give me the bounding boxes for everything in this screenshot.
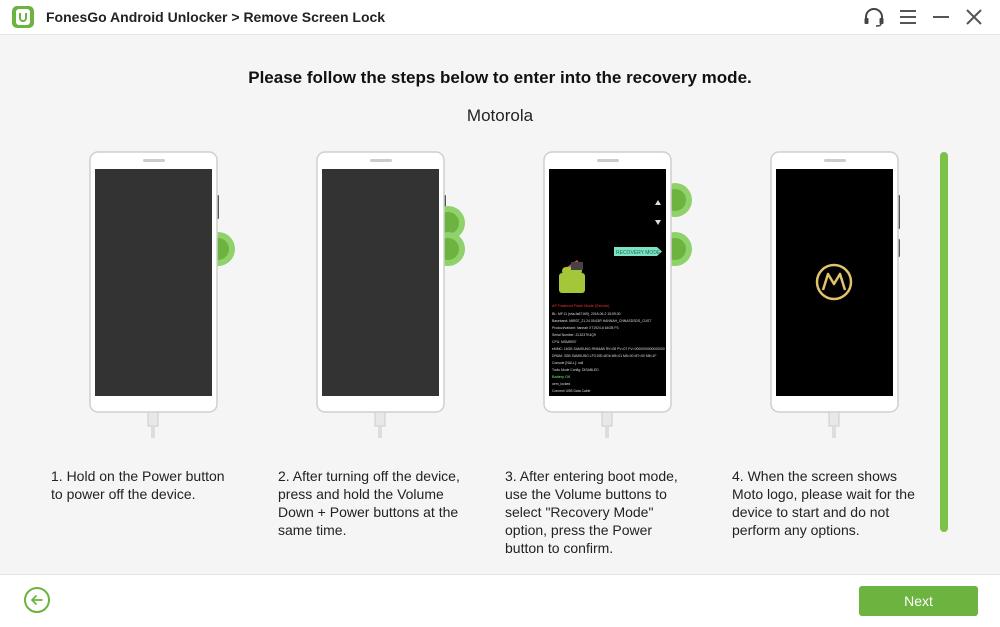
close-icon[interactable] xyxy=(963,7,985,27)
phone-volume-power-icon xyxy=(316,150,476,450)
boot-info-line: eMMC: 16GB SAMSUNG RH64AB RV=08 PV=07 FV=0000000000000000 xyxy=(552,347,665,351)
boot-info-line: Tools Mode Config: DISABLED xyxy=(552,368,599,372)
main-content xyxy=(0,35,1000,574)
scrollbar[interactable] xyxy=(940,152,948,532)
phone-power-off-icon xyxy=(89,150,249,450)
recovery-mode-label: RECOVERY MODE xyxy=(616,250,661,256)
title-bar xyxy=(0,0,1000,35)
step-2-text: 2. After turning off the device, press and hold the Volume Down + Power buttons at the same time. xyxy=(278,468,460,538)
step-1-illustration xyxy=(89,150,269,450)
boot-info-line: Baseband: M8937_21.24.05.63R HANNAH_CNNASDSDS_CUST xyxy=(552,319,652,323)
step-4-text: 4. When the screen shows Moto logo, please wait for the device to start and do not perform any options. xyxy=(732,468,915,538)
minimize-icon[interactable] xyxy=(930,7,952,27)
boot-title-line: AP Fastboot Flash Mode (Secure) xyxy=(552,304,610,308)
footer xyxy=(0,574,1000,627)
menu-icon[interactable] xyxy=(897,7,919,27)
boot-info-line: CPU: MSM8937 xyxy=(552,340,577,344)
phone-moto-logo-icon xyxy=(770,150,930,450)
back-button[interactable] xyxy=(24,587,50,613)
boot-info-line: BL: MF.11 (sha-fa67169), 2018-06-2 15:59:30 xyxy=(552,312,621,316)
brand-label: Motorola xyxy=(466,106,534,125)
boot-info-line: Console [NULL]: null xyxy=(552,361,584,365)
page-heading: Please follow the steps below to enter into the recovery mode. xyxy=(248,68,752,87)
boot-status-line: Connect USB Data Cable xyxy=(552,389,591,393)
boot-status-line: oem_locked xyxy=(552,382,571,386)
step-3-illustration xyxy=(543,150,723,450)
phone-boot-mode-icon xyxy=(543,150,703,450)
arrow-left-icon xyxy=(26,589,48,611)
step-1-text: 1. Hold on the Power button to power off the device. xyxy=(51,468,225,502)
boot-info-line: DRAM: 3GB SAMSUNG LP3 DIE=8Gb M5=01 M6=00 M7=00 M8=1F xyxy=(552,354,657,358)
headset-icon[interactable] xyxy=(863,7,885,27)
step-4-illustration xyxy=(770,150,950,450)
window-title: FonesGo Android Unlocker > Remove Screen Lock xyxy=(46,9,386,25)
boot-info-line: Serial Number: ZL323TK4Q9 xyxy=(552,333,596,337)
next-button[interactable]: Next xyxy=(859,586,978,616)
battery-status: Battery OK xyxy=(552,375,571,379)
step-2-illustration xyxy=(316,150,496,450)
app-logo-icon xyxy=(12,6,34,28)
step-3-text: 3. After entering boot mode, use the Volume buttons to select "Recovery Mode" option, press the Power button to confirm. xyxy=(505,468,678,556)
boot-info-line: Product/variant: hannah XT1924-6 64GB P3 xyxy=(552,326,619,330)
